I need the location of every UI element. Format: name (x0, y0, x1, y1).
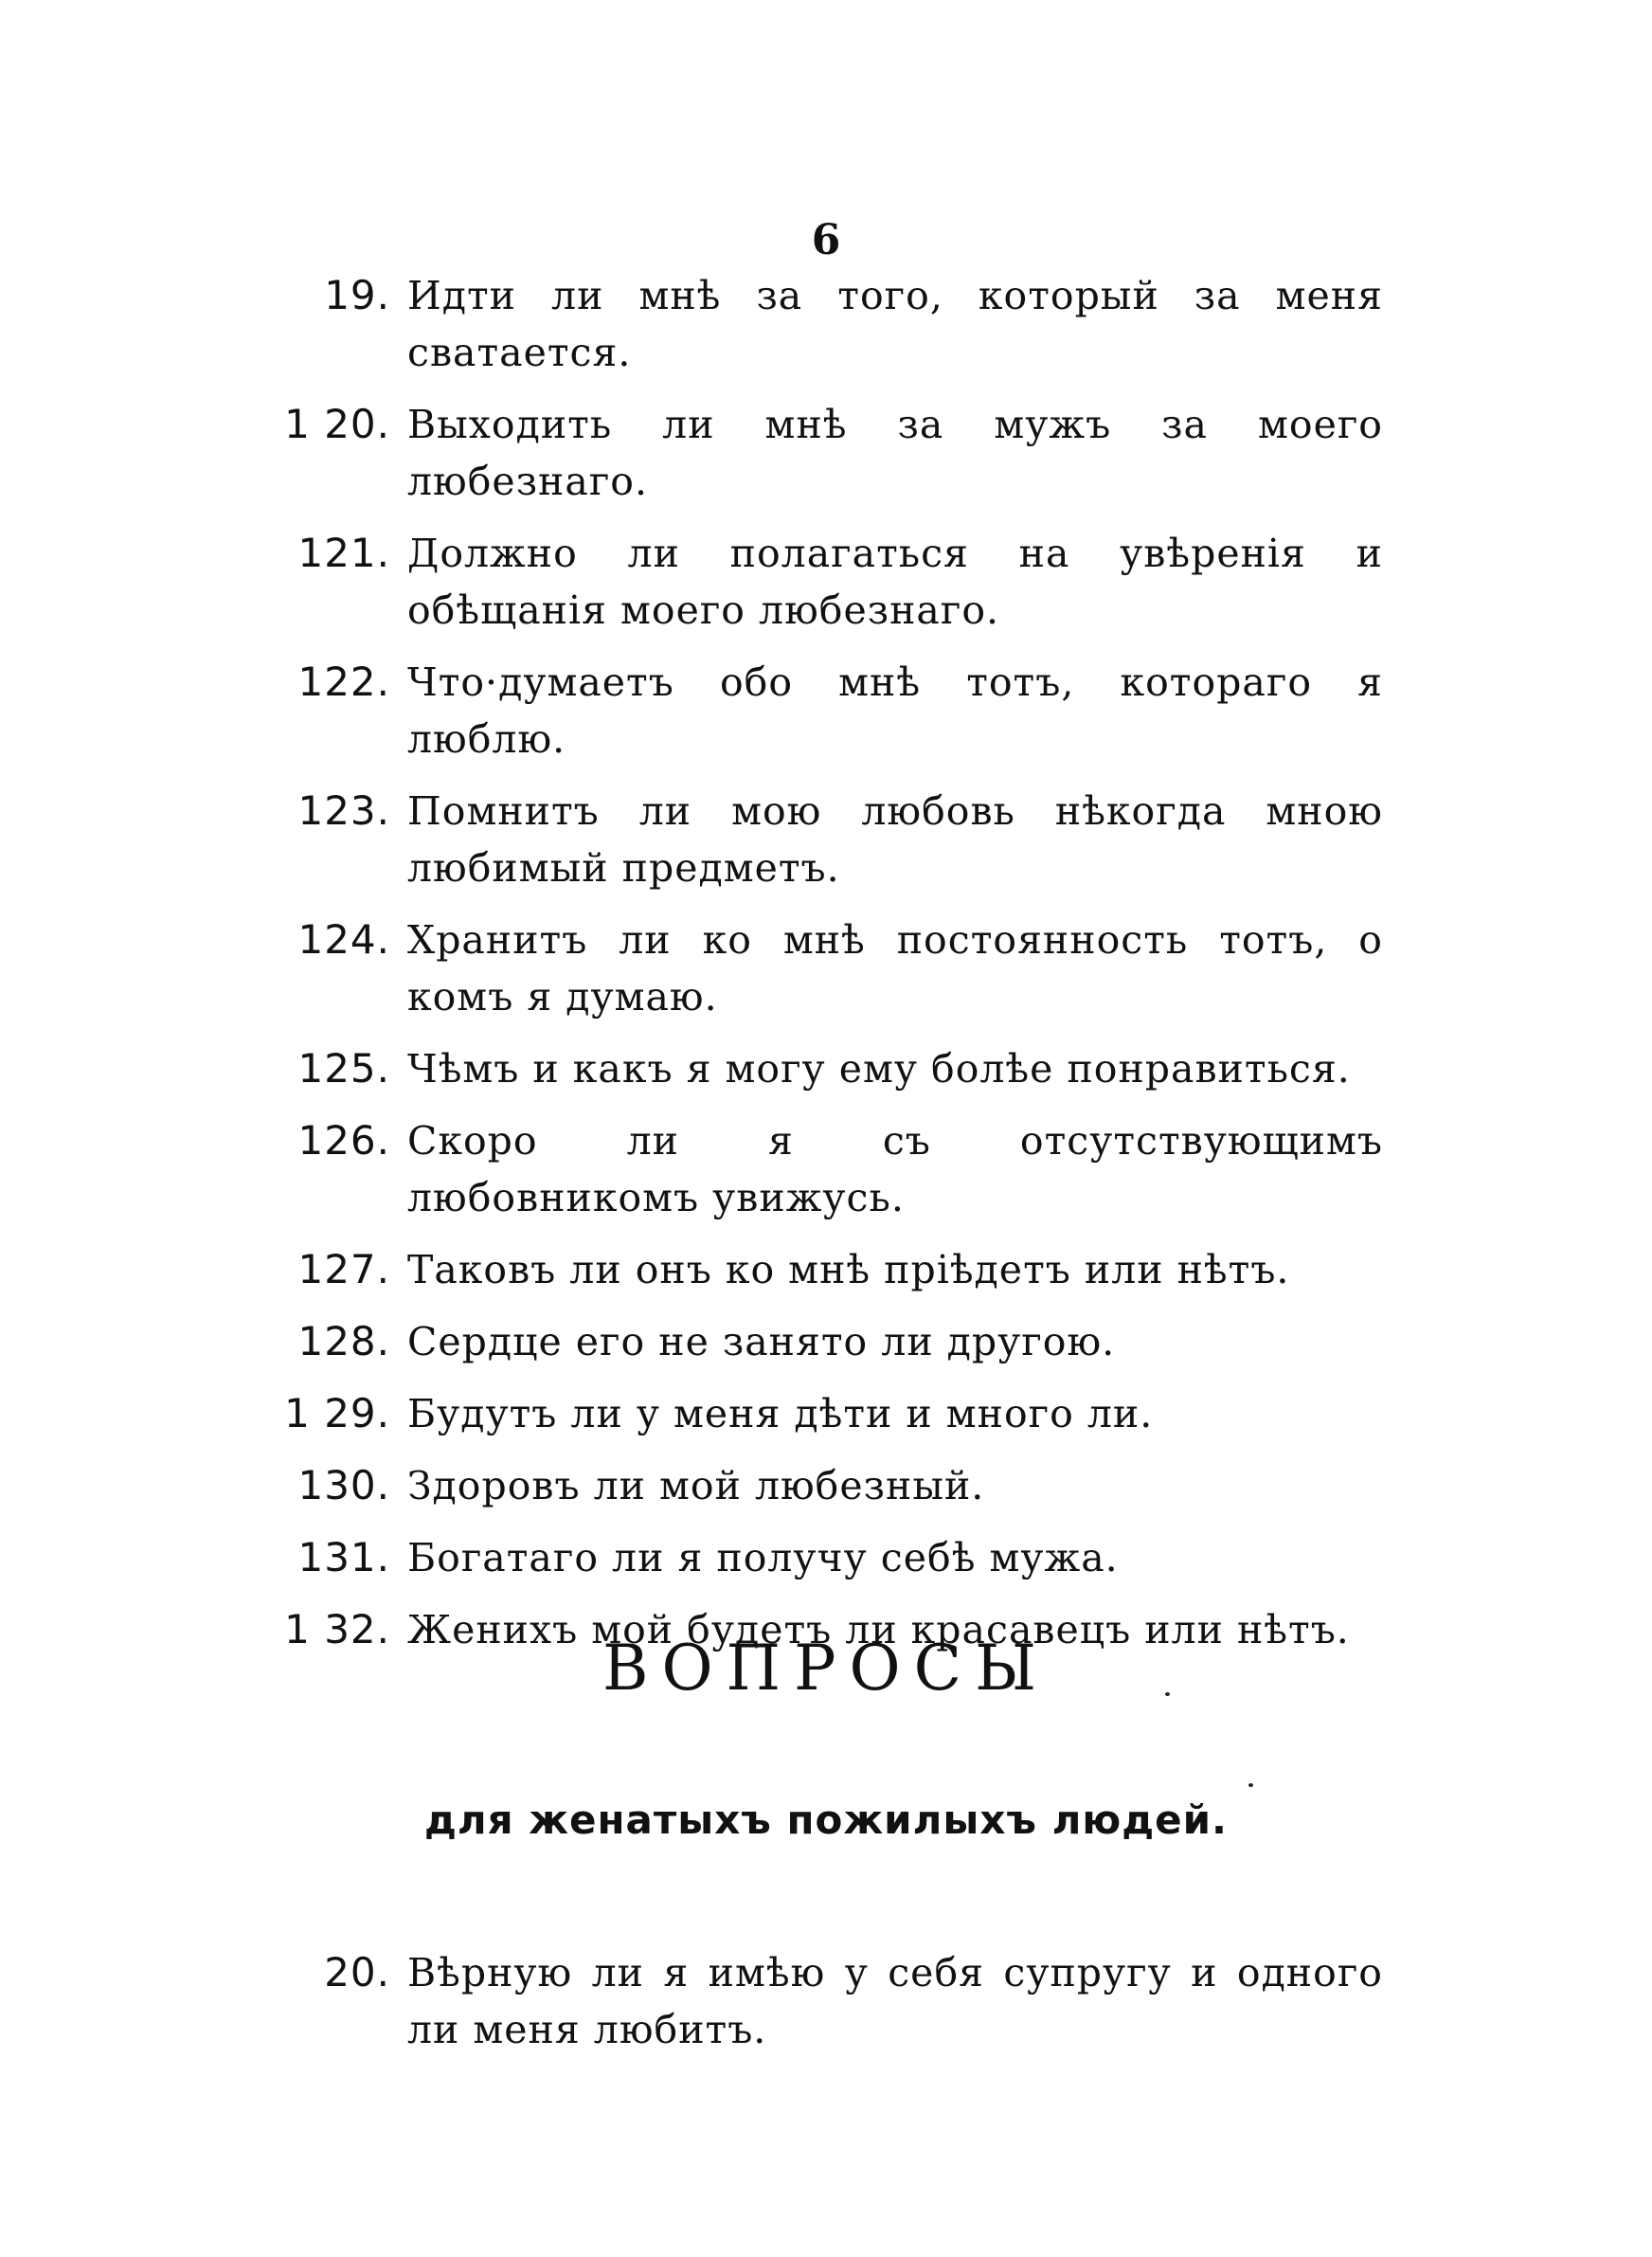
question-number: 125. (297, 1045, 390, 1092)
question-text: Должно ли полагаться на увѣренія и обѣщанія моего любезнаго. (407, 531, 1383, 633)
list-item (284, 1313, 1383, 1370)
list-item (284, 1241, 1383, 1298)
question-number: 20. (324, 1949, 390, 1995)
list-item (284, 1040, 1383, 1097)
question-number: 19. (324, 272, 390, 318)
question-text: Скоро ли я съ отсутствующимъ любовникомъ увижусь. (407, 1118, 1383, 1220)
list-item (284, 912, 1383, 1025)
question-text: Что·думаетъ обо мнѣ тотъ, котораго я люблю. (407, 659, 1383, 762)
list-item (284, 1944, 1383, 2058)
list-item (284, 1112, 1383, 1226)
question-text: Помнитъ ли мою любовь нѣкогда мною любимый предметъ. (407, 788, 1383, 891)
question-number: 126. (297, 1117, 390, 1164)
question-number: 127. (297, 1246, 390, 1292)
question-text: Идти ли мнѣ за того, который за меня сватается. (407, 273, 1383, 375)
question-number: 130. (297, 1462, 390, 1508)
list-item (284, 654, 1383, 767)
question-list (284, 267, 1383, 1673)
list-item (284, 1385, 1383, 1442)
page-number: 6 (811, 216, 841, 264)
question-number: 1 20. (284, 401, 390, 447)
list-item (284, 525, 1383, 639)
question-number: 131. (297, 1534, 390, 1580)
question-number: 1 32. (284, 1606, 390, 1652)
question-number: 128. (297, 1318, 390, 1364)
question-text: Чѣмъ и какъ я могу ему болѣе понравиться. (407, 1046, 1351, 1092)
question-number: 1 29. (284, 1390, 390, 1436)
question-text: Женихъ мой будетъ ли красавецъ или нѣтъ. (407, 1607, 1350, 1652)
list-item (284, 1529, 1383, 1586)
section-subtitle: для женатыхъ пожилыхъ людей. (423, 1797, 1228, 1843)
question-text: Будутъ ли у меня дѣти и много ли. (407, 1391, 1154, 1436)
question-number: 123. (297, 787, 390, 834)
list-item (284, 267, 1383, 381)
question-text: Выходить ли мнѣ за мужъ за моего любезнаго. (407, 402, 1383, 504)
print-speck (1248, 1783, 1253, 1787)
question-text: Сердце его не занято ли другою. (407, 1319, 1116, 1364)
question-number: 121. (297, 530, 390, 576)
question-text: Здоровъ ли мой любезный. (407, 1463, 985, 1508)
section-question-list (284, 1944, 1383, 2073)
list-item (284, 783, 1383, 896)
question-text: Вѣрную ли я имѣю у себя супругу и одного ли меня любитъ. (407, 1950, 1383, 2052)
list-item (284, 1457, 1383, 1514)
question-text: Таковъ ли онъ ко мнѣ пріѣдетъ или нѣтъ. (407, 1247, 1290, 1292)
print-speck (1165, 1692, 1170, 1696)
question-number: 122. (297, 659, 390, 705)
question-text: Богатаго ли я получу себѣ мужа. (407, 1535, 1119, 1580)
question-number: 124. (297, 916, 390, 963)
section-title: ВОПРОСЫ (602, 1632, 1050, 1705)
list-item (284, 396, 1383, 510)
question-text: Хранитъ ли ко мнѣ постоянность тотъ, о комъ я думаю. (407, 917, 1383, 1020)
